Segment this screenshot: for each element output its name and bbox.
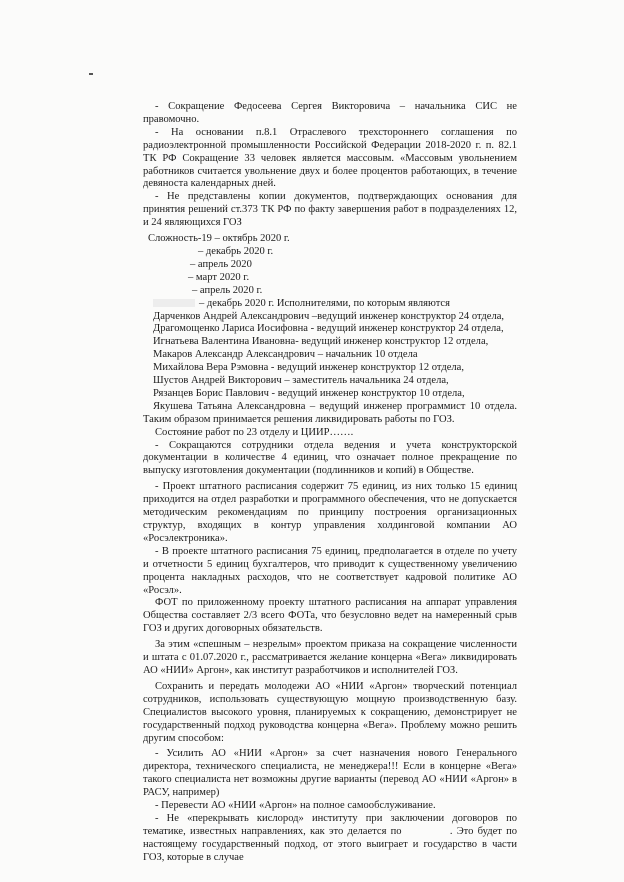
- paragraph-accounting: - В проекте штатного расписания 75 единиц, предполагается в отделе по учету и отчетности 5 единиц бухгалтеров, что приводит к существенному увеличению процента накладных расходов, что не соответствует кадровой политике АО «Росэл».: [143, 545, 517, 596]
- date-line: – декабрь 2020 г.: [198, 245, 274, 257]
- executor-item: Драгомощенко Лариса Иосифовна - ведущий инженер конструктор 24 отдела,: [153, 323, 504, 335]
- executor-item: Игнатьева Валентина Ивановна- ведущий инженер конструктор 12 отдела,: [153, 336, 489, 348]
- date-line: – март 2020 г.: [188, 271, 250, 283]
- paragraph-documentation-dept: - Сокращаются сотрудники отдела ведения и учета конструкторской документации в количестве 4 единиц, что означает полное прекращение по выпуску изготовления документации (подлинников и копий) в Обществе.: [143, 439, 517, 477]
- executor-item: Дарченков Андрей Александрович –ведущий инженер конструктор 24 отдела,: [153, 310, 505, 322]
- paragraph-staff-cut: - Сокращение Федосеева Сергея Викторовича – начальника СИС не правомочно.: [143, 101, 517, 125]
- executor-item: Макаров Александр Александрович – начальник 10 отдела: [153, 349, 418, 361]
- executors-line: [143, 298, 517, 311]
- executor-item: Шустов Андрей Викторович – заместитель начальника 24 отдела,: [153, 375, 449, 387]
- executor-item: Михайлова Вера Рэмовна - ведущий инженер конструктор 12 отдела,: [153, 362, 464, 374]
- paragraph-contracts: [143, 813, 517, 865]
- paragraph-liquidation: За этим «спешным – незрелым» проектом приказа на сокращение численности и штата с 01.07.2020 г., рассматривается желание концерна «Вега» ликвидировать АО «НИИ» Аргон», как институт разработчиков и исполнителей ГОЗ.: [143, 639, 517, 676]
- date-line: – апрель 2020 г.: [192, 284, 263, 296]
- paragraph-payroll: ФОТ по приложенному проекту штатного расписания на аппарат управления Общества составляет 2/3 всего ФОТа, что безусловно ведет на намеренный срыв ГОЗ и других договорных обязательств.: [143, 597, 517, 635]
- document-body: [143, 101, 517, 865]
- executor-item-final: Якушева Татьяна Александровна – ведущий инженер программист 10 отдела. Таким образом принимается решения ликвидировать работы по ГОЗ.: [143, 400, 517, 425]
- paragraph-preserve: Сохранить и передать молодежи АО «НИИ «Аргон» творческий потенциал сотрудников, использовать существующую мощную производственную базу. Специалистов высокого уровня, планируемых к сокращению, демонстрирует не государственный подход руководства концерна «Вега». Проблему можно решить другим способом:: [143, 680, 517, 744]
- paragraph-strengthen: - Усилить АО «НИИ «Аргон» за счет назначения нового Генерального директора, технического специалиста, не менеджера!!! Если в концерне «Вега» такого специалиста нет возможны другие варианты (перевод АО «НИИ «Аргон» в РАСУ, например): [143, 748, 517, 799]
- executor-item: Рязанцев Борис Павлович - ведущий инженер конструктор 10 отдела,: [153, 387, 465, 399]
- date-line: – апрель 2020: [190, 258, 252, 270]
- paragraph-missing-documents: - Не представлены копии документов, подтверждающих основания для принятия решений ст.373 ТК РФ по факту завершения работ в подразделениях 12, и 24 являющихся ГОЗ: [143, 191, 517, 229]
- executors-text: – декабрь 2020 г. Исполнителями, по которым являются: [199, 297, 450, 309]
- contracts-text-start: - Не «перекрывать кислород» институту при заключении договоров по тематике, известных направлениях, как это делается по: [143, 812, 517, 837]
- paragraph-work-status: Состояние работ по 23 отделу и ЦИИР…….: [155, 426, 354, 438]
- scan-mark: [89, 73, 93, 75]
- paragraph-mass-dismissal: - На основании п.8.1 Отраслевого трехстороннего соглашения по радиоэлектронной промышленности Российской Федерации 2018-2020 г. п. 82.1 ТК РФ Сокращение 33 человек является массовым. «Массовым увольнением работников считается увольнение двух и более процентов работающих, в течение девяноста календарных дней.: [143, 126, 517, 190]
- contracts-text-end: . Это будет по настоящему государственный подход, от этого выиграет и государство в части ГОЗ, которые в случае: [143, 825, 518, 863]
- redacted-block: [153, 299, 195, 307]
- complexity-line: Сложность-19 – октябрь 2020 г.: [148, 233, 290, 245]
- paragraph-staffing-plan: - Проект штатного расписания содержит 75 единиц, из них только 15 единиц приходится на отдел разработки и программного обеспечения, что не допускается методическим рекомендациям по принципу построения организационных структур, входящих в контур управления холдинговой компании АО «Росэлектроника».: [143, 481, 517, 544]
- paragraph-self-service: - Перевести АО «НИИ «Аргон» на полное самообслуживание.: [155, 800, 436, 812]
